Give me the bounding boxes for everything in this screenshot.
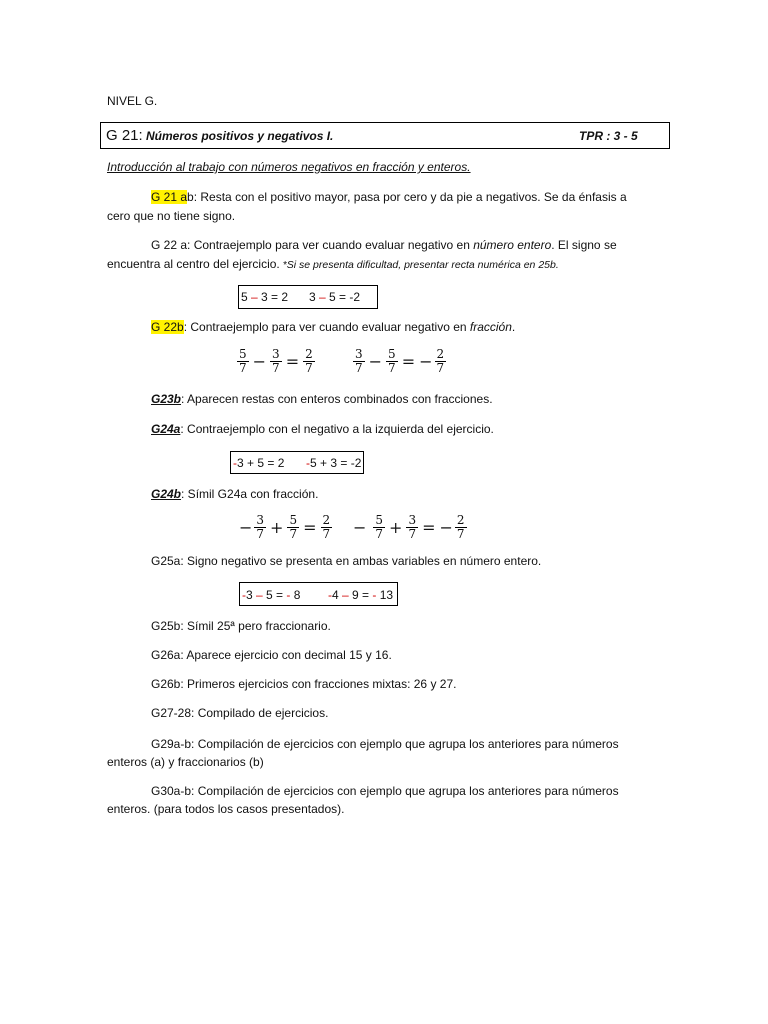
g24a-paragraph: G24a: Contraejemplo con el negativo a la izquierda del ejercicio. — [151, 422, 494, 436]
g27-line: G27-28: Compilado de ejercicios. — [151, 706, 329, 720]
g22a-lead: G 22 a: Contraejemplo para ver cuando evaluar negativo en — [151, 238, 474, 252]
g22b-math-2: $\frac{3}{7}$ − $\frac{5}{7}$ = − $\frac{2}{7}$ — [355, 347, 445, 375]
g24b-math-1: − $\frac{3}{7}$ + $\frac{5}{7}$ = $\frac{2}{7}$ — [239, 513, 331, 541]
g24a-label: G24a — [151, 422, 181, 436]
g24b-math-2: − $\frac{5}{7}$ + $\frac{3}{7}$ = − $\frac{2}{7}$ — [353, 513, 465, 541]
g26b-line: G26b: Primeros ejercicios con fracciones mixtas: 26 y 27. — [151, 677, 457, 691]
g22a-paragraph — [107, 236, 647, 275]
g24b-paragraph: G24b: Símil G24a con fracción. — [151, 487, 319, 501]
g30-paragraph: G30a-b: Compilación de ejercicios con ejemplo que agrupa los anteriores para números enteros. (para todos los casos presentados). — [107, 784, 619, 816]
g22b-italic: fracción — [469, 320, 512, 334]
g21-label-rest: b — [187, 190, 194, 204]
header-box — [100, 122, 670, 149]
g24a-expr-2: -5 + 3 = -2 — [306, 456, 362, 470]
g22b-math-1: $\frac{5}{7}$ − $\frac{3}{7}$ = $\frac{2}{7}$ — [239, 347, 313, 375]
g22a-expr-1: 5 – 3 = 2 — [241, 290, 289, 304]
g21-text: : Resta con el positivo mayor, pasa por cero y da pie a negativos. Se da énfasis a cero que no tiene signo. — [107, 190, 627, 223]
g25b-line: G25b: Símil 25ª pero fraccionario. — [151, 619, 331, 633]
header-tpr: TPR : 3 - 5 — [579, 129, 638, 143]
g22b-paragraph: G 22b: Contraejemplo para ver cuando evaluar negativo en fracción. — [151, 320, 516, 334]
g22a-example-box — [238, 285, 378, 309]
g25a-expr-1: -3 – 5 = - 8 — [242, 588, 301, 602]
g22b-text: : Contraejemplo para ver cuando evaluar negativo en — [183, 320, 470, 334]
g25a-example-box — [239, 582, 398, 606]
header-code: G 21: — [106, 127, 143, 144]
g21-paragraph — [107, 188, 647, 226]
g22a-italic: número entero — [473, 238, 552, 252]
g21-label: G 21 a — [151, 190, 188, 204]
g24a-expr-1: -3 + 5 = 2 — [233, 456, 285, 470]
level-heading: NIVEL G. — [107, 94, 158, 108]
g25a-expr-2: -4 – 9 = - 13 — [328, 588, 394, 602]
g22a-rest: . El signo se encuentra al centro del ejercicio. — [107, 238, 617, 271]
g24b-label: G24b — [151, 487, 182, 501]
g26a-line: G26a: Aparece ejercicio con decimal 15 y 16. — [151, 648, 392, 662]
g25a-paragraph: G25a: Signo negativo se presenta en ambas variables en número entero. — [151, 554, 542, 568]
g22a-expr-2: 3 – 5 = -2 — [309, 290, 361, 304]
g22a-note: *Si se presenta dificultad, presentar recta numérica en 25b. — [279, 259, 559, 271]
g29-paragraph: G29a-b: Compilación de ejercicios con ejemplo que agrupa los anteriores para números enteros (a) y fraccionarios (b) — [107, 737, 619, 769]
g23b-label: G23b — [151, 392, 182, 406]
intro-line: Introducción al trabajo con números negativos en fracción y enteros. — [107, 160, 471, 174]
g22b-label: G 22b — [151, 320, 184, 334]
g24a-example-box — [230, 451, 364, 474]
header-title: Números positivos y negativos I. — [146, 129, 334, 143]
g23b-paragraph: G23b: Aparecen restas con enteros combinados con fracciones. — [151, 392, 493, 406]
